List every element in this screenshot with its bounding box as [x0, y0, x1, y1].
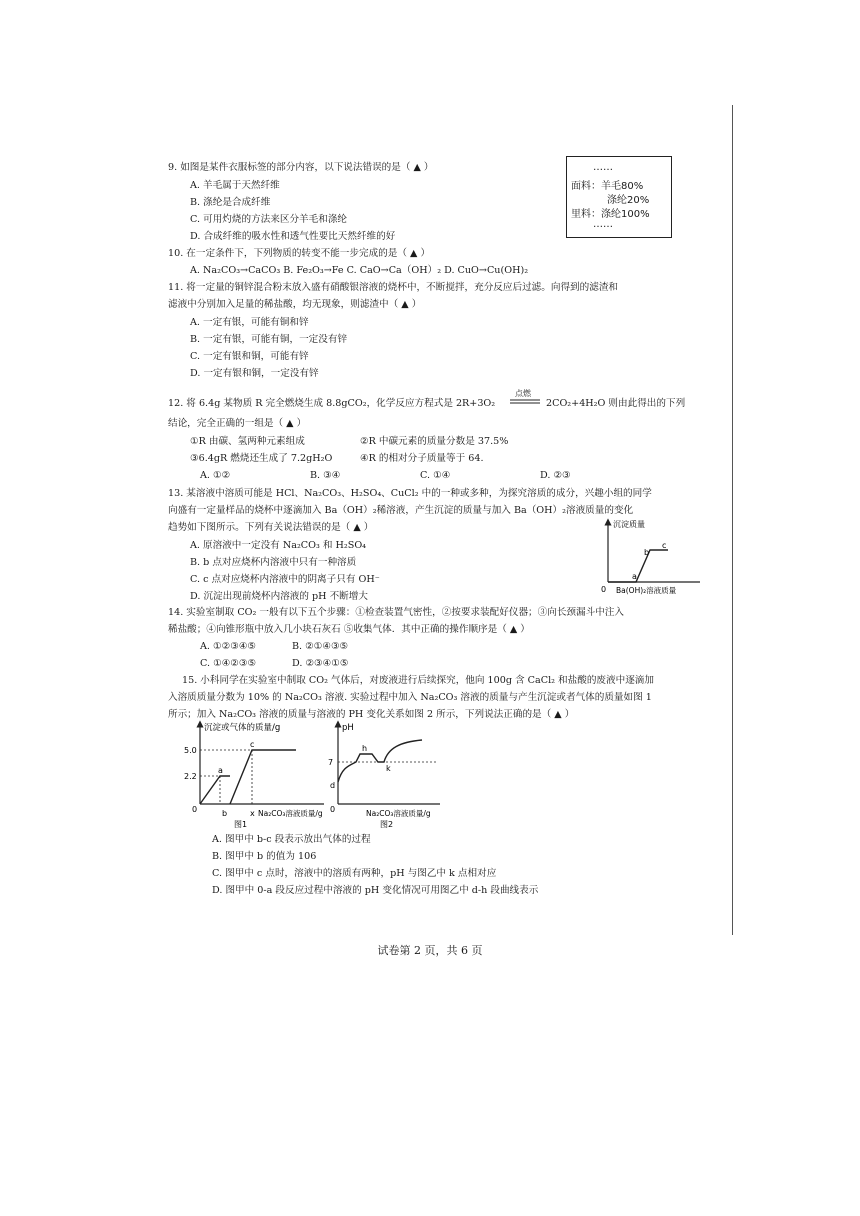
q14-option-b: B. ②①④③⑤: [292, 641, 349, 652]
q13-graph-ylabel: 沉淀质量: [613, 520, 645, 529]
fig1-xlabel: Na₂CO₃溶液质量/g: [258, 809, 323, 818]
q11-option-d: D. 一定有银和铜，一定没有锌: [190, 368, 319, 379]
q11-stem-line2: 滤液中分别加入足量的稀盐酸，均无现象，则滤渣中（ ▲ ）: [168, 299, 422, 310]
q13-point-c: c: [662, 541, 667, 550]
tag-line-1: 面料：羊毛80%: [571, 181, 644, 192]
q13-point-b: b: [644, 548, 650, 557]
q10-options: A. Na₂CO₃→CaCO₃ B. Fe₂O₃→Fe C. CaO→Ca（OH）₂ D. CuO→Cu(OH)₂: [190, 265, 529, 276]
q11-option-b: B. 一定有银，可能有铜，一定没有锌: [190, 334, 348, 345]
q14-option-a: A. ①②③④⑤: [200, 641, 257, 652]
fig2-caption: 图2: [380, 820, 394, 829]
q15-option-b: B. 图甲中 b 的值为 106: [212, 851, 317, 862]
q15-stem-line1: 15. 小科同学在实验室中制取 CO₂ 气体后，对废液进行后续探究，他向 100g 含 CaCl₂ 和盐酸的废液中逐滴加: [182, 675, 654, 686]
q14-option-d: D. ②③④①⑤: [292, 658, 349, 669]
q13-option-b: B. b 点对应烧杯内溶液中只有一种溶质: [190, 557, 357, 568]
q13-option-c: C. c 点对应烧杯内溶液中的阴离子只有 OH⁻: [190, 574, 380, 585]
q15-figure-2: [326, 718, 446, 830]
q11-option-c: C. 一定有银和铜，可能有锌: [190, 351, 309, 362]
q10-stem: 10. 在一定条件下，下列物质的转变不能一步完成的是（ ▲ ）: [168, 248, 431, 259]
q9-option-b: B. 涤纶是合成纤维: [190, 197, 271, 208]
fig2-y-7: 7: [328, 758, 334, 767]
q15-stem-line2: 入溶质质量分数为 10% 的 Na₂CO₃ 溶液. 实验过程中加入 Na₂CO₃ 溶液的质量与产生沉淀或者气体的质量如图 1: [168, 692, 652, 703]
q15-stem-line3: 所示；加入 Na₂CO₃ 溶液的质量与溶液的 PH 变化关系如图 2 所示，下列说法正确的是（ ▲ ）: [168, 709, 575, 720]
tag-line-2: 涤纶20%: [607, 195, 650, 206]
q12-stem-line2: 结论，完全正确的一组是（ ▲ ）: [168, 418, 307, 429]
q9-option-c: C. 可用灼烧的方法来区分羊毛和涤纶: [190, 214, 348, 225]
fig2-origin: 0: [330, 805, 336, 814]
fig1-origin: 0: [192, 805, 198, 814]
q12-statement-3: ③6.4gR 燃烧还生成了 7.2gH₂O: [190, 453, 333, 464]
fig1-point-b: b: [222, 809, 228, 818]
q13-precipitate-graph: [596, 516, 706, 596]
q12-stem-part2: 2CO₂+4H₂O 则由此得出的下列: [546, 398, 686, 409]
fig1-y-2: 2.2: [184, 772, 197, 781]
q12-option-b: B. ③④: [310, 470, 341, 481]
page-footer: 试卷第 2 页，共 6 页: [377, 944, 483, 957]
q12-reaction-arrow: [508, 398, 542, 406]
fig2-point-d: d: [330, 781, 336, 790]
q15-option-a: A. 图甲中 b-c 段表示放出气体的过程: [212, 834, 371, 845]
q14-option-c: C. ①④②③⑤: [200, 658, 257, 669]
q12-option-a: A. ①②: [200, 470, 231, 481]
q12-statement-1: ①R 由碳、氢两种元素组成: [190, 436, 305, 447]
q9-stem: 9. 如图是某件衣服标签的部分内容，以下说法错误的是（ ▲ ）: [168, 162, 434, 173]
q11-stem-line1: 11. 将一定量的铜锌混合粉末放入盛有硝酸银溶液的烧杯中，不断搅拌，充分反应后过滤。向得到的滤渣和: [168, 282, 619, 293]
q9-option-d: D. 合成纤维的吸水性和透气性要比天然纤维的好: [190, 231, 396, 242]
fig1-y-5: 5.0: [184, 746, 197, 755]
fig2-point-h: h: [362, 744, 368, 753]
q14-stem-line1: 14. 实验室制取 CO₂ 一般有以下五个步骤：①检查装置气密性，②按要求装配好仪器；③向长颈漏斗中注入: [168, 607, 624, 618]
fig2-ylabel: pH: [342, 723, 354, 733]
binding-margin-line: [732, 105, 733, 935]
q15-option-d: D. 图甲中 0-a 段反应过程中溶液的 pH 变化情况可用图乙中 d-h 段曲线表示: [212, 885, 539, 896]
q14-stem-line2: 稀盐酸；④向锥形瓶中放入几小块石灰石 ⑤收集气体．其中正确的操作顺序是（ ▲ ）: [168, 624, 530, 635]
q12-statement-4: ④R 的相对分子质量等于 64.: [360, 453, 484, 464]
fig1-point-c: c: [250, 740, 255, 749]
q13-origin: 0: [601, 585, 607, 594]
q12-option-d: D. ②③: [540, 470, 571, 481]
q13-stem-line2: 向盛有一定量样品的烧杯中逐滴加入 Ba（OH）₂稀溶液，产生沉淀的质量与加入 Ba（OH）₂溶液质量的变化: [168, 505, 634, 516]
clothing-tag-box: [566, 156, 672, 238]
tag-line-3: 里料：涤纶100%: [571, 209, 650, 220]
tag-dots-top: ……: [593, 162, 613, 173]
fig1-ylabel: 沉淀或气体的质量/g: [204, 723, 281, 733]
q13-stem-line3: 趋势如下图所示。下列有关说法错误的是（ ▲ ）: [168, 522, 374, 533]
q15-option-c: C. 图甲中 c 点时，溶液中的溶质有两种，pH 与图乙中 k 点相对应: [212, 868, 497, 879]
q12-option-c: C. ①④: [420, 470, 451, 481]
fig1-point-a: a: [218, 766, 223, 775]
q12-stem-part1: 12. 将 6.4g 某物质 R 完全燃烧生成 8.8gCO₂，化学反应方程式是 2R+3O₂: [168, 398, 496, 409]
tag-dots-bottom: ……: [593, 219, 613, 230]
q15-figure-1: [176, 718, 328, 830]
q12-statement-2: ②R 中碳元素的质量分数是 37.5%: [360, 436, 509, 447]
q13-stem-line1: 13. 某溶液中溶质可能是 HCl、Na₂CO₃、H₂SO₄、CuCl₂ 中的一种或多种，为探究溶质的成分，兴趣小组的同学: [168, 488, 652, 499]
q13-option-d: D. 沉淀出现前烧杯内溶液的 pH 不断增大: [190, 591, 368, 602]
fig1-point-x: x: [250, 809, 255, 818]
fig1-caption: 图1: [234, 820, 248, 829]
q9-option-a: A. 羊毛属于天然纤维: [190, 180, 280, 191]
q11-option-a: A. 一定有银，可能有铜和锌: [190, 317, 309, 328]
q13-point-a: a: [632, 572, 637, 581]
q13-option-a: A. 原溶液中一定没有 Na₂CO₃ 和 H₂SO₄: [190, 540, 367, 551]
fig2-point-k: k: [386, 764, 391, 773]
fig2-xlabel: Na₂CO₃溶液质量/g: [366, 809, 431, 818]
q12-reaction-condition: 点燃: [515, 389, 531, 398]
q13-graph-xlabel: Ba(OH)₂溶液质量: [616, 586, 677, 595]
